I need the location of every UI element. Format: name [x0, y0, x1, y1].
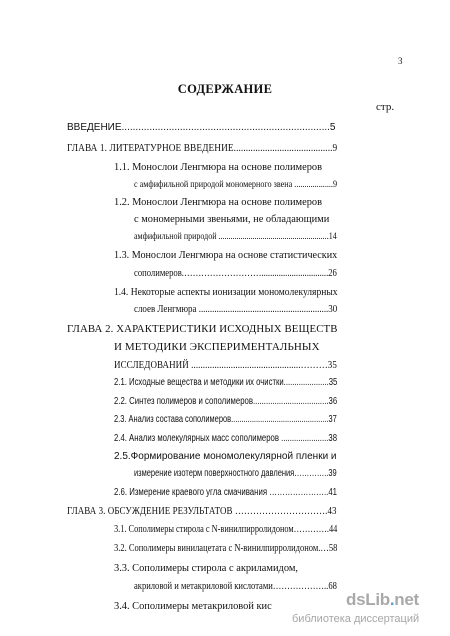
watermark-subtitle: библиотека диссертаций [292, 613, 420, 625]
toc-line: измерение изотерм поверхностного давления…………..39 [134, 468, 337, 479]
toc-line: 1.1. Монослои Ленгмюра на основе полимеров [114, 162, 323, 173]
toc-line: 2.6. Измерение краевого угла смачивания …………………..41 [114, 487, 338, 498]
watermark [290, 590, 450, 636]
page-number: 3 [398, 56, 403, 66]
watermark-logo [346, 590, 419, 610]
page-title: СОДЕРЖАНИЕ [177, 82, 273, 96]
toc-line: 2.3. Анализ состава сополимеров...............................................37 [114, 414, 337, 425]
toc-line: ГЛАВА 3. ОБСУЖДЕНИЕ РЕЗУЛЬТАТОВ ………………………….43 [67, 505, 337, 517]
watermark-logo-name: dsLib [346, 590, 390, 609]
watermark-logo-dot: . [389, 590, 395, 609]
toc-line: 3.3. Сополимеры стирола с акриламидом, [114, 563, 299, 574]
toc-line: 3.2. Сополимеры винилацетата с N-винилпирролидоном.…58 [114, 543, 338, 554]
toc-line: 1.2. Монослои Ленгмюра на основе полимеров [114, 197, 323, 208]
page-column-header: стр. [376, 101, 395, 113]
toc-line: слоев Ленгмюра ..........................................................30 [134, 304, 338, 315]
toc-line: ГЛАВА 1. ЛИТЕРАТУРНОЕ ВВЕДЕНИЕ.........................................9 [67, 142, 338, 154]
toc-line: 3.4. Сополимеры метакриловой кис [114, 601, 272, 612]
toc-line: И МЕТОДИКИ ЭКСПЕРИМЕНТАЛЬНЫХ [114, 341, 320, 353]
watermark-logo-tld: net [394, 590, 419, 609]
toc-line: 3.1. Сополимеры стирола с N-винилпирролидоном………….44 [114, 524, 338, 535]
toc-line: сополимеров.………………………...............................26 [134, 268, 337, 279]
toc-line: с мономерными звеньями, не обладающими [134, 214, 330, 225]
toc-line: ВВЕДЕНИЕ...........................................................................5 [67, 122, 336, 133]
toc-line: акриловой и метакриловой кислотами………………..68 [134, 581, 337, 592]
toc-line: 1.4. Некоторые аспекты ионизации мономолекулярных [114, 287, 338, 298]
toc-line: 2.5.Формирование мономолекулярной пленки и [114, 451, 337, 462]
toc-line: ИССЛЕДОВАНИЙ ...............................................………35 [114, 359, 337, 371]
toc-line: 2.4. Анализ молекулярных масс сополимеров ......................38 [114, 433, 338, 444]
toc-line: 1.3. Монослои Ленгмюра на основе статистических [114, 250, 338, 261]
toc-line: 2.2. Синтез полимеров и сополимеров...................................36 [114, 396, 338, 407]
toc-line: ГЛАВА 2. ХАРАКТЕРИСТИКИ ИСХОДНЫХ ВЕЩЕСТВ [67, 323, 338, 335]
toc-line: амфифильной природой .......................................................14 [134, 231, 337, 242]
toc-line: 2.1. Исходные вещества и методики их очистки.....................35 [114, 377, 338, 388]
toc-line: с амфифильной природой мономерного звена ...................9 [134, 179, 338, 190]
